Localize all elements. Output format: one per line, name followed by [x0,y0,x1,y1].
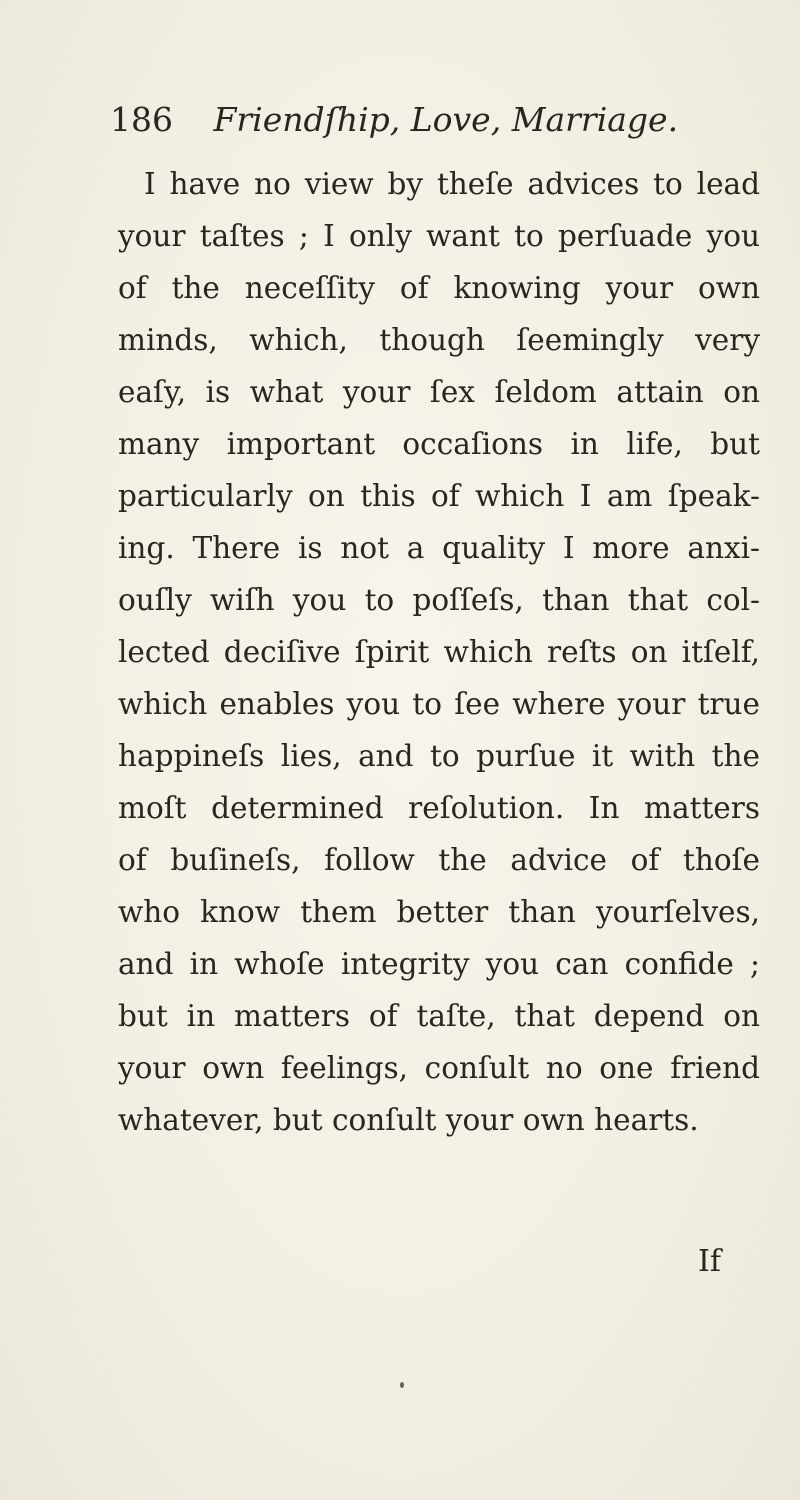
text-line: I have no view by theſe advices to lead [144,167,760,201]
running-head [110,98,750,142]
text-line: your taſtes ; I only want to perſuade you [118,219,760,253]
text-line: many important occaſions in life, but [118,427,760,461]
catchword: If [698,1244,721,1279]
text-line: moſt determined reſolution. In matters [118,791,760,825]
body-paragraph [118,158,760,1146]
text-line: of the neceſſity of knowing your own [118,271,760,305]
ink-speck [400,1382,404,1388]
text-line: lected deciſive ſpirit which reſts on itſelf, [118,635,760,669]
text-line: ing. There is not a quality I more anxi- [118,531,760,565]
text-line: of buſineſs, follow the advice of thoſe [118,843,760,877]
text-line: ouſly wiſh you to poſſeſs, than that col- [118,583,760,617]
text-line: whatever, but conſult your own hearts. [118,1103,699,1137]
page-number: 186 [110,100,173,139]
running-title: Friendſhip, Love, Marriage. [213,100,679,139]
text-line: but in matters of taſte, that depend on [118,999,760,1033]
text-line: and in whoſe integrity you can confide ; [118,947,760,981]
text-line: your own feelings, conſult no one friend [118,1051,760,1085]
text-line: who know them better than yourſelves, [118,895,760,929]
text-line: which enables you to ſee where your true [118,687,760,721]
text-line: happineſs lies, and to purſue it with the [118,739,760,773]
text-line: minds, which, though ſeemingly very [118,323,760,357]
text-line: eaſy, is what your ſex ſeldom attain on [118,375,760,409]
text-line: particularly on this of which I am ſpeak- [118,479,760,513]
